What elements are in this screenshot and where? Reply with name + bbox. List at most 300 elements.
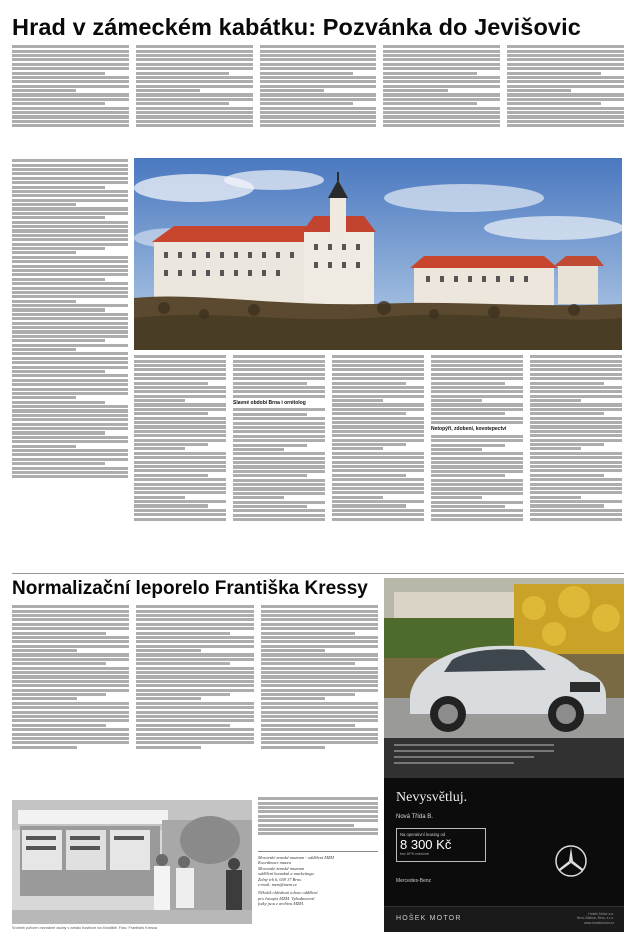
text-line <box>431 395 523 398</box>
text-line <box>332 412 406 415</box>
text-line <box>332 461 424 464</box>
text-line <box>233 518 325 521</box>
text-line <box>136 89 200 92</box>
text-line <box>332 474 406 477</box>
text-line <box>12 243 128 246</box>
text-line <box>530 509 622 512</box>
text-line <box>332 513 424 516</box>
text-line <box>134 483 226 486</box>
ad-dealer-name: HOŠEK MOTOR <box>396 915 462 922</box>
ad-price-label: Na operativní leasing od <box>400 832 446 837</box>
text-line <box>507 85 624 88</box>
info-line: Koordinace muzea <box>258 860 291 866</box>
text-line <box>12 741 129 744</box>
text-line <box>12 221 128 224</box>
text-line <box>12 471 128 474</box>
text-line <box>12 76 129 79</box>
text-line <box>431 355 523 358</box>
ad-text-panel <box>384 778 624 932</box>
text-line <box>12 177 128 180</box>
text-line <box>12 649 77 652</box>
text-line <box>134 360 226 363</box>
text-line <box>431 518 523 521</box>
text-column <box>136 44 253 154</box>
text-line <box>260 85 377 88</box>
text-line <box>431 360 523 363</box>
text-line <box>332 487 424 490</box>
text-line <box>261 706 378 709</box>
text-line <box>134 447 185 450</box>
text-line <box>134 364 226 367</box>
text-line <box>12 458 128 461</box>
text-column <box>233 354 325 570</box>
text-line <box>261 671 378 674</box>
text-line <box>136 684 253 687</box>
text-line <box>233 487 325 490</box>
text-line <box>260 50 377 53</box>
text-line <box>431 465 523 468</box>
text-line <box>530 408 622 411</box>
text-line <box>233 430 325 433</box>
text-line <box>136 111 253 114</box>
text-line <box>233 422 325 425</box>
text-line <box>261 618 378 621</box>
text-column <box>261 604 378 794</box>
text-line <box>258 806 378 809</box>
text-line <box>134 377 226 380</box>
text-line <box>12 614 129 617</box>
text-line <box>530 461 622 464</box>
text-line <box>431 448 482 451</box>
text-line <box>233 461 325 464</box>
text-line <box>12 462 105 465</box>
text-line <box>134 500 226 503</box>
text-line <box>12 344 128 347</box>
text-line <box>332 382 406 385</box>
text-line <box>134 478 226 481</box>
text-line <box>530 469 622 472</box>
text-line <box>12 225 128 228</box>
text-line <box>431 399 482 402</box>
text-line <box>507 98 624 101</box>
text-line <box>12 212 128 215</box>
ad-model-name: Nová Třída B. <box>396 814 433 820</box>
text-line <box>383 98 500 101</box>
text-line <box>431 373 523 376</box>
text-column <box>12 44 129 154</box>
text-line <box>134 474 208 477</box>
text-line <box>233 435 325 438</box>
text-line <box>12 291 128 294</box>
text-line <box>136 653 253 656</box>
text-line <box>261 653 378 656</box>
text-line <box>136 746 201 749</box>
text-line <box>530 382 604 385</box>
text-line <box>12 317 128 320</box>
text-line <box>136 711 253 714</box>
text-line <box>136 693 230 696</box>
text-line <box>12 282 128 285</box>
info-line: e-mail: mzm@mzm.cz <box>258 882 297 888</box>
text-line <box>134 412 208 415</box>
info-line: Moravské zemské muzeum <box>258 865 305 871</box>
text-line <box>12 199 128 202</box>
text-line <box>12 308 105 311</box>
text-line <box>12 89 76 92</box>
text-line <box>12 409 128 412</box>
text-line <box>261 662 355 665</box>
text-line <box>261 623 378 626</box>
text-line <box>233 479 325 482</box>
text-line <box>12 671 129 674</box>
text-line <box>134 465 226 468</box>
text-column <box>431 354 523 570</box>
text-line <box>12 190 128 193</box>
text-line <box>233 465 325 468</box>
text-line <box>332 368 424 371</box>
text-line <box>12 313 128 316</box>
text-line <box>261 715 378 718</box>
text-line <box>136 623 253 626</box>
text-line <box>431 474 505 477</box>
text-line <box>383 115 500 118</box>
text-line <box>134 399 185 402</box>
text-line <box>332 500 424 503</box>
text-line <box>431 435 523 438</box>
text-line <box>261 675 378 678</box>
text-line <box>258 828 378 831</box>
text-line <box>136 632 230 635</box>
text-line <box>431 501 523 504</box>
text-line <box>12 107 129 110</box>
text-line <box>12 396 76 399</box>
text-line <box>12 724 106 727</box>
text-line <box>383 85 500 88</box>
text-line <box>261 627 378 630</box>
text-line <box>530 412 604 415</box>
text-line <box>134 443 208 446</box>
text-line <box>134 390 226 393</box>
text-line <box>332 434 424 437</box>
text-column <box>12 604 129 794</box>
text-line <box>332 491 424 494</box>
text-line <box>431 368 523 371</box>
text-line <box>12 172 128 175</box>
text-line <box>136 640 253 643</box>
text-line <box>530 491 622 494</box>
text-line <box>332 355 424 358</box>
text-line <box>431 377 523 380</box>
castle-illustration <box>134 158 622 350</box>
text-line <box>12 636 129 639</box>
text-line <box>507 76 624 79</box>
text-line <box>12 431 105 434</box>
text-line <box>261 667 378 670</box>
text-line <box>12 702 129 705</box>
text-line <box>134 373 226 376</box>
text-line <box>12 427 128 430</box>
text-line <box>261 746 326 749</box>
text-line <box>260 72 353 75</box>
text-line <box>383 72 476 75</box>
text-line <box>233 390 325 393</box>
text-line <box>233 496 284 499</box>
info-line: pro časopis MZM. Vyhodnocené <box>258 895 315 901</box>
text-line <box>12 168 128 171</box>
text-line <box>332 377 424 380</box>
ad-price-box <box>396 828 486 862</box>
text-line <box>261 640 378 643</box>
text-line <box>134 461 226 464</box>
text-line <box>12 287 128 290</box>
text-line <box>12 63 129 66</box>
castle-photo <box>134 158 622 350</box>
text-line <box>134 491 226 494</box>
text-line <box>507 115 624 118</box>
text-line <box>12 234 128 237</box>
text-line <box>12 645 129 648</box>
text-line <box>332 447 383 450</box>
text-line <box>261 684 378 687</box>
text-line <box>258 819 378 822</box>
text-line <box>332 399 383 402</box>
text-line <box>332 373 424 376</box>
text-line <box>12 269 128 272</box>
text-line <box>431 390 523 393</box>
text-line <box>332 478 424 481</box>
text-line <box>530 487 622 490</box>
text-line <box>12 746 77 749</box>
info-box <box>258 851 378 907</box>
text-line <box>258 797 378 800</box>
text-line <box>136 50 253 53</box>
text-line <box>431 403 523 406</box>
text-line <box>12 610 129 613</box>
text-line <box>530 478 622 481</box>
text-line <box>530 474 604 477</box>
text-line <box>233 355 325 358</box>
text-line <box>507 54 624 57</box>
text-line <box>530 390 622 393</box>
info-line: Moravské zemské muzeum - oddělení MZM <box>258 855 334 860</box>
text-line <box>261 636 378 639</box>
text-line <box>261 724 355 727</box>
text-line <box>383 102 476 105</box>
text-line <box>260 76 377 79</box>
text-line <box>136 107 253 110</box>
text-line <box>332 430 424 433</box>
text-line <box>507 107 624 110</box>
text-line <box>332 456 424 459</box>
text-line <box>136 645 253 648</box>
text-line <box>136 733 253 736</box>
text-line <box>136 76 253 79</box>
text-line <box>431 452 523 455</box>
text-line <box>134 504 208 507</box>
text-line <box>431 461 523 464</box>
text-line <box>12 449 128 452</box>
text-line <box>530 447 581 450</box>
text-line <box>12 658 129 661</box>
text-line <box>233 501 325 504</box>
text-line <box>332 509 424 512</box>
text-line <box>136 120 253 123</box>
text-line <box>233 417 325 420</box>
text-line <box>136 741 253 744</box>
ad-price: 8 300 Kč <box>400 837 452 852</box>
ad-dealer-bar <box>384 906 624 932</box>
text-line <box>530 518 622 521</box>
text-line <box>507 93 624 96</box>
ad-slogan: Nevysvětluj. <box>396 790 468 805</box>
car-advertisement[interactable] <box>384 578 624 932</box>
text-line <box>136 667 253 670</box>
text-line <box>431 412 505 415</box>
text-line <box>261 632 355 635</box>
text-line <box>383 107 500 110</box>
text-line <box>12 453 128 456</box>
text-line <box>431 509 523 512</box>
text-line <box>12 662 106 665</box>
text-line <box>12 475 128 478</box>
text-line <box>332 421 424 424</box>
text-line <box>233 395 325 398</box>
text-line <box>431 364 523 367</box>
text-line <box>12 379 128 382</box>
text-line <box>507 124 624 127</box>
text-line <box>332 364 424 367</box>
text-line <box>12 159 128 162</box>
text-line <box>136 115 253 118</box>
text-line <box>507 72 600 75</box>
text-line <box>507 102 600 105</box>
text-line <box>530 504 604 507</box>
text-line <box>383 45 500 48</box>
text-line <box>261 693 355 696</box>
text-line <box>12 423 128 426</box>
text-line <box>233 364 325 367</box>
text-column <box>383 44 500 154</box>
text-line <box>12 50 129 53</box>
text-line <box>12 72 105 75</box>
text-line <box>258 810 378 813</box>
text-line <box>383 67 500 70</box>
text-line <box>12 251 76 254</box>
text-line <box>12 216 105 219</box>
text-line <box>332 417 424 420</box>
text-line <box>260 89 324 92</box>
text-line <box>12 98 129 101</box>
text-line <box>530 496 581 499</box>
text-line <box>530 360 622 363</box>
text-line <box>12 304 128 307</box>
text-line <box>12 194 128 197</box>
text-line <box>12 627 129 630</box>
text-line <box>12 326 128 329</box>
ad-brand-name: Mercedes-Benz <box>396 878 432 884</box>
text-line <box>233 509 325 512</box>
text-line <box>530 500 622 503</box>
dealer-info-line: Hošek Motor a.s. <box>588 912 614 916</box>
text-line <box>12 737 129 740</box>
photo-caption: Snímek pořízen neznámé osoby v areálu hostince na Mostiště. Foto: František Kressa <box>12 926 157 930</box>
text-line <box>12 181 128 184</box>
text-line <box>431 439 523 442</box>
text-line <box>332 390 424 393</box>
text-line <box>507 45 624 48</box>
text-line <box>136 636 253 639</box>
text-line <box>260 124 377 127</box>
text-line <box>12 260 128 263</box>
text-line <box>233 426 325 429</box>
text-line <box>136 671 253 674</box>
text-line <box>332 425 424 428</box>
text-column <box>136 604 253 794</box>
text-line <box>12 693 106 696</box>
text-line <box>136 58 253 61</box>
text-line <box>134 382 208 385</box>
text-line <box>233 470 325 473</box>
text-line <box>12 295 128 298</box>
text-line <box>530 368 622 371</box>
text-line <box>233 448 284 451</box>
text-line <box>12 366 128 369</box>
text-line <box>136 614 253 617</box>
text-line <box>260 120 377 123</box>
article2-columns <box>12 604 378 794</box>
text-line <box>136 618 253 621</box>
text-line <box>260 111 377 114</box>
text-line <box>12 684 129 687</box>
text-line <box>261 711 378 714</box>
article-lower-columns <box>134 354 622 570</box>
text-line <box>136 702 253 705</box>
text-line <box>12 361 128 364</box>
text-line <box>332 360 424 363</box>
text-line <box>261 697 326 700</box>
text-line <box>12 697 77 700</box>
text-line <box>332 504 406 507</box>
text-line <box>12 374 128 377</box>
text-line <box>530 456 622 459</box>
text-line <box>12 414 128 417</box>
text-line <box>530 377 622 380</box>
text-line <box>136 124 253 127</box>
text-line <box>12 67 129 70</box>
text-line <box>233 505 307 508</box>
text-line <box>136 715 253 718</box>
text-line <box>134 456 226 459</box>
text-line <box>12 605 129 608</box>
text-line <box>530 483 622 486</box>
text-line <box>507 50 624 53</box>
text-line <box>12 680 129 683</box>
text-line <box>258 815 378 818</box>
text-line <box>530 355 622 358</box>
text-line <box>134 386 226 389</box>
text-line <box>12 675 129 678</box>
text-line <box>12 115 129 118</box>
text-line <box>261 733 378 736</box>
text-line <box>12 445 76 448</box>
text-line <box>12 278 105 281</box>
text-line <box>12 352 128 355</box>
text-line <box>530 452 622 455</box>
text-line <box>136 649 201 652</box>
text-line <box>261 741 378 744</box>
text-line <box>134 417 226 420</box>
text-column <box>258 796 378 848</box>
